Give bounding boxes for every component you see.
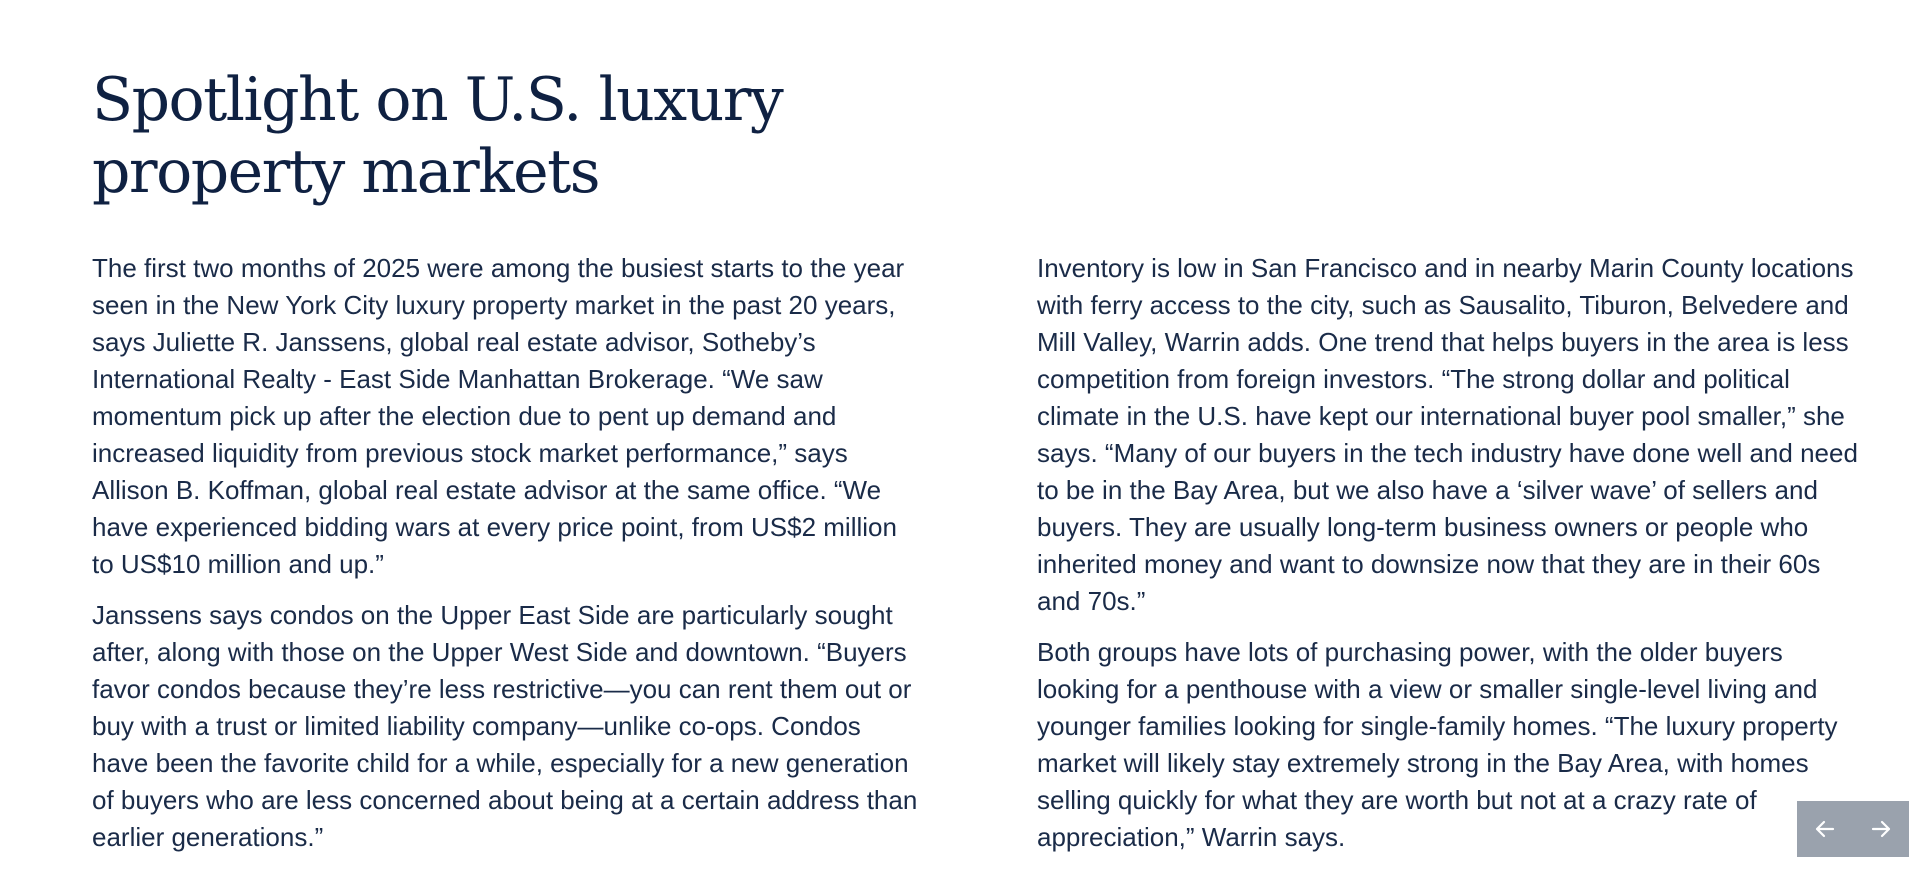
page-title: Spotlight on U.S. luxury property markets <box>92 65 783 207</box>
arrow-right-icon <box>1869 817 1893 841</box>
paragraph: Both groups have lots of purchasing power, with the older buyers looking for a penthouse with a view or smaller single-level living and younger families looking for single-family homes. “The luxury property market will likely stay extremely strong in the Bay Area, with homes selling quickly for what they are worth but not at a crazy rate of appreciation,” Warrin says. <box>1037 637 1838 852</box>
previous-button[interactable] <box>1797 801 1853 857</box>
next-button[interactable] <box>1853 801 1909 857</box>
article-column-left <box>92 250 920 870</box>
arrow-left-icon <box>1813 817 1837 841</box>
carousel-nav <box>1797 801 1909 857</box>
paragraph: Inventory is low in San Francisco and in nearby Marin County locations with ferry access to the city, such as Sausalito, Tiburon, Belvedere and Mill Valley, Warrin adds. One trend that helps buyers in the area is less competition from foreign investors. “The strong dollar and political climate in the U.S. have kept our international buyer pool smaller,” she says. “Many of our buyers in the tech industry have done well and need to be in the Bay Area, but we also have a ‘silver wave’ of sellers and buyers. They are usually long-term business owners or people who inherited money and want to downsize now that they are in their 60s and 70s.” <box>1037 253 1858 616</box>
paragraph: Janssens says condos on the Upper East Side are particularly sought after, along with those on the Upper West Side and downtown. “Buyers favor condos because they’re less restrictive—you can rent them out or buy with a trust or limited liability company—unlike co-ops. Condos have been the favorite child for a while, especially for a new generation of buyers who are less concerned about being at a certain address than earlier generations.” <box>92 600 918 852</box>
article-column-right <box>1037 250 1865 870</box>
paragraph: The first two months of 2025 were among the busiest starts to the year seen in the New York City luxury property market in the past 20 years, says Juliette R. Janssens, global real estate advisor, Sotheby’s International Realty - East Side Manhattan Brokerage. “We saw momentum pick up after the election due to pent up demand and increased liquidity from previous stock market performance,” says Allison B. Koffman, global real estate advisor at the same office. “We have experienced bidding wars at every price point, from US$2 million to US$10 million and up.” <box>92 253 905 579</box>
